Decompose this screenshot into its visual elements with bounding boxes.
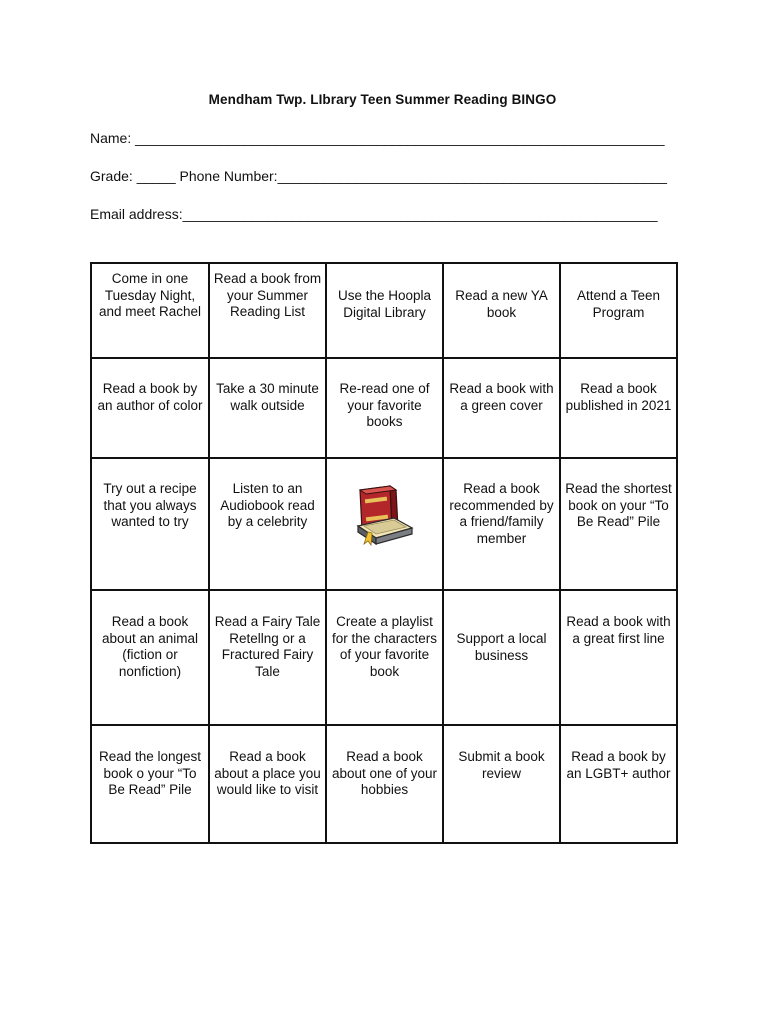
bingo-square: Read a book by an author of color	[91, 358, 209, 458]
bingo-square: Read the longest book o your “To Be Read” Pile	[91, 725, 209, 843]
bingo-square: Read a book with a green cover	[443, 358, 560, 458]
bingo-square: Attend a Teen Program	[560, 263, 677, 358]
email-field: Email address:_____________________________________________________________	[90, 206, 658, 222]
bingo-square: Read a book published in 2021	[560, 358, 677, 458]
bingo-square: Read a book about an animal (fiction or nonfiction)	[91, 590, 209, 725]
bingo-square: Read a book with a great first line	[560, 590, 677, 725]
bingo-square: Take a 30 minute walk outside	[209, 358, 326, 458]
grade-phone-field: Grade: _____ Phone Number:__________________________________________________	[90, 168, 667, 184]
bingo-square: Read a book from your Summer Reading List	[209, 263, 326, 358]
bingo-square: Read a book by an LGBT+ author	[560, 725, 677, 843]
bingo-square: Create a playlist for the characters of your favorite book	[326, 590, 443, 725]
bingo-square: Re-read one of your favorite books	[326, 358, 443, 458]
bingo-square: Read the shortest book on your “To Be Read” Pile	[560, 458, 677, 590]
page-title: Mendham Twp. LIbrary Teen Summer Reading BINGO	[208, 92, 557, 107]
bingo-row	[91, 458, 677, 590]
bingo-row	[91, 358, 677, 458]
books-clipart-icon	[354, 482, 416, 548]
bingo-square: Read a book recommended by a friend/family member	[443, 458, 560, 590]
bingo-row	[91, 590, 677, 725]
bingo-square: Use the Hoopla Digital Library	[326, 263, 443, 358]
name-field: Name: ____________________________________________________________________	[90, 130, 665, 146]
bingo-square: Come in one Tuesday Night, and meet Rachel	[91, 263, 209, 358]
bingo-square: Listen to an Audiobook read by a celebrity	[209, 458, 326, 590]
bingo-square: Submit a book review	[443, 725, 560, 843]
bingo-row	[91, 725, 677, 843]
bingo-square: Read a Fairy Tale Retellng or a Fractured Fairy Tale	[209, 590, 326, 725]
bingo-square: Support a local business	[443, 590, 560, 725]
bingo-square: Try out a recipe that you always wanted to try	[91, 458, 209, 590]
bingo-square: Read a book about one of your hobbies	[326, 725, 443, 843]
bingo-square: Read a new YA book	[443, 263, 560, 358]
bingo-square: Read a book about a place you would like to visit	[209, 725, 326, 843]
bingo-row	[91, 263, 677, 358]
bingo-grid	[90, 262, 678, 844]
free-space	[326, 458, 443, 590]
